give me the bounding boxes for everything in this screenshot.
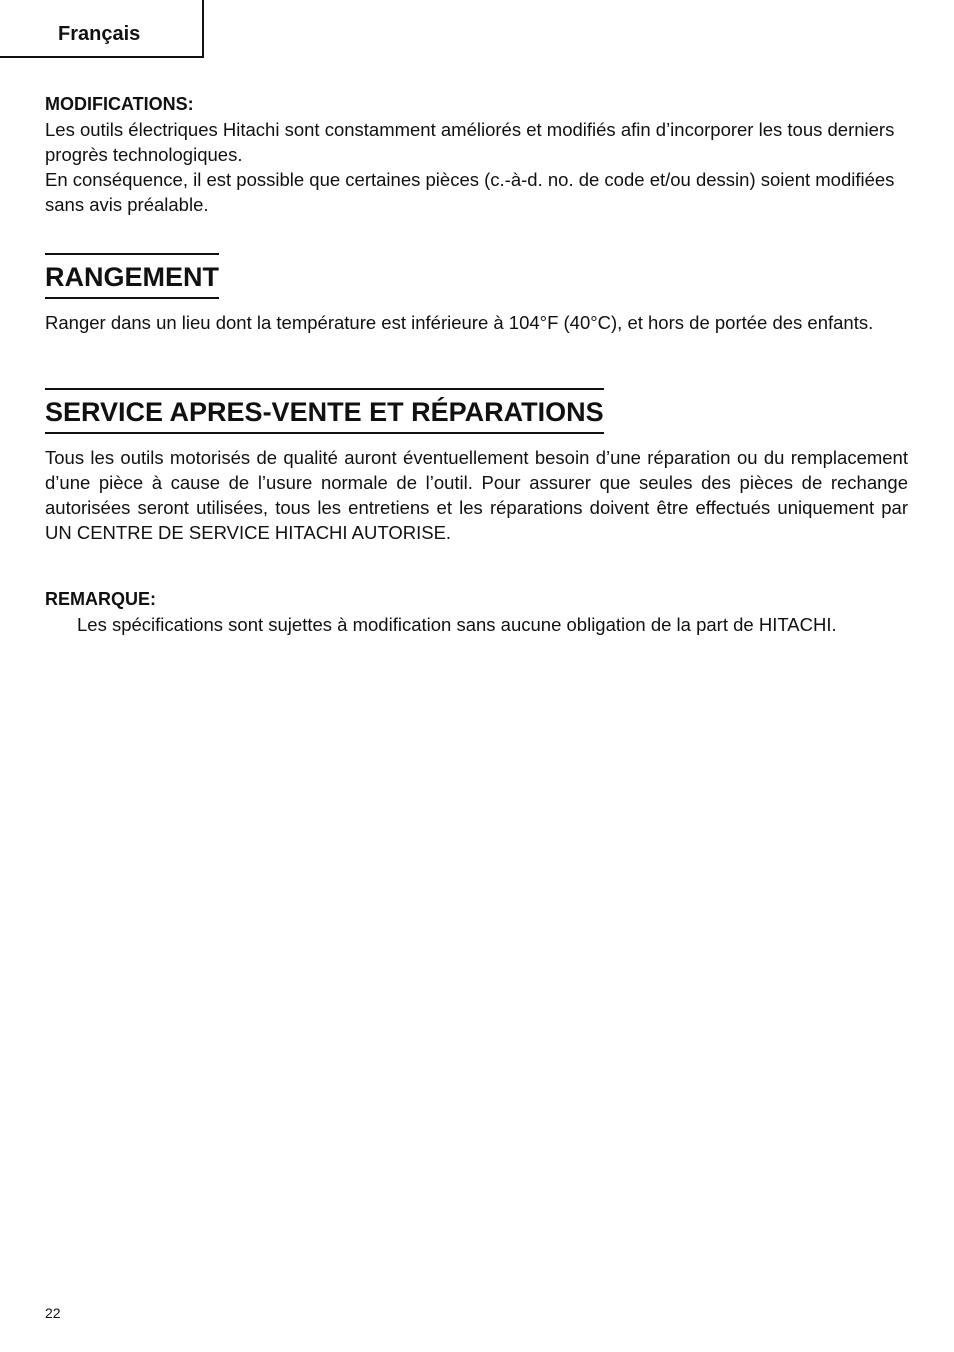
service-heading: SERVICE APRES-VENTE ET RÉPARATIONS [45, 388, 604, 434]
language-label: Français [58, 23, 141, 45]
modifications-label: MODIFICATIONS: [45, 94, 194, 114]
language-tab [0, 0, 204, 58]
rangement-heading: RANGEMENT [45, 253, 219, 299]
rangement-paragraph: Ranger dans un lieu dont la température est inférieure à 104°F (40°C), et hors de portée des enfants. [45, 312, 874, 333]
rangement-section [45, 253, 908, 335]
modifications-paragraph-2: En conséquence, il est possible que certaines pièces (c.-à-d. no. de code et/ou dessin) soient modifiées sans avis préalable. [45, 169, 895, 215]
modifications-section [45, 92, 908, 217]
remarque-paragraph: Les spécifications sont sujettes à modification sans aucune obligation de la part de HITACHI. [77, 614, 837, 635]
service-section [45, 388, 908, 545]
service-paragraph: Tous les outils motorisés de qualité auront éventuellement besoin d’une réparation ou du remplacement d’une pièce à cause de l’usure normale de l’outil. Pour assurer que seules des pièces de rechange autorisées seront utilisées, tous les entretiens et les réparations doivent être effectués uniquement par UN CENTRE DE SERVICE HITACHI AUTORISE. [45, 447, 908, 543]
remarque-section [45, 587, 908, 637]
remarque-label: REMARQUE: [45, 589, 156, 609]
modifications-paragraph-1: Les outils électriques Hitachi sont constamment améliorés et modifiés afin d’incorporer les tous derniers progrès technologiques. [45, 119, 895, 165]
page-number: 22 [45, 1305, 61, 1321]
